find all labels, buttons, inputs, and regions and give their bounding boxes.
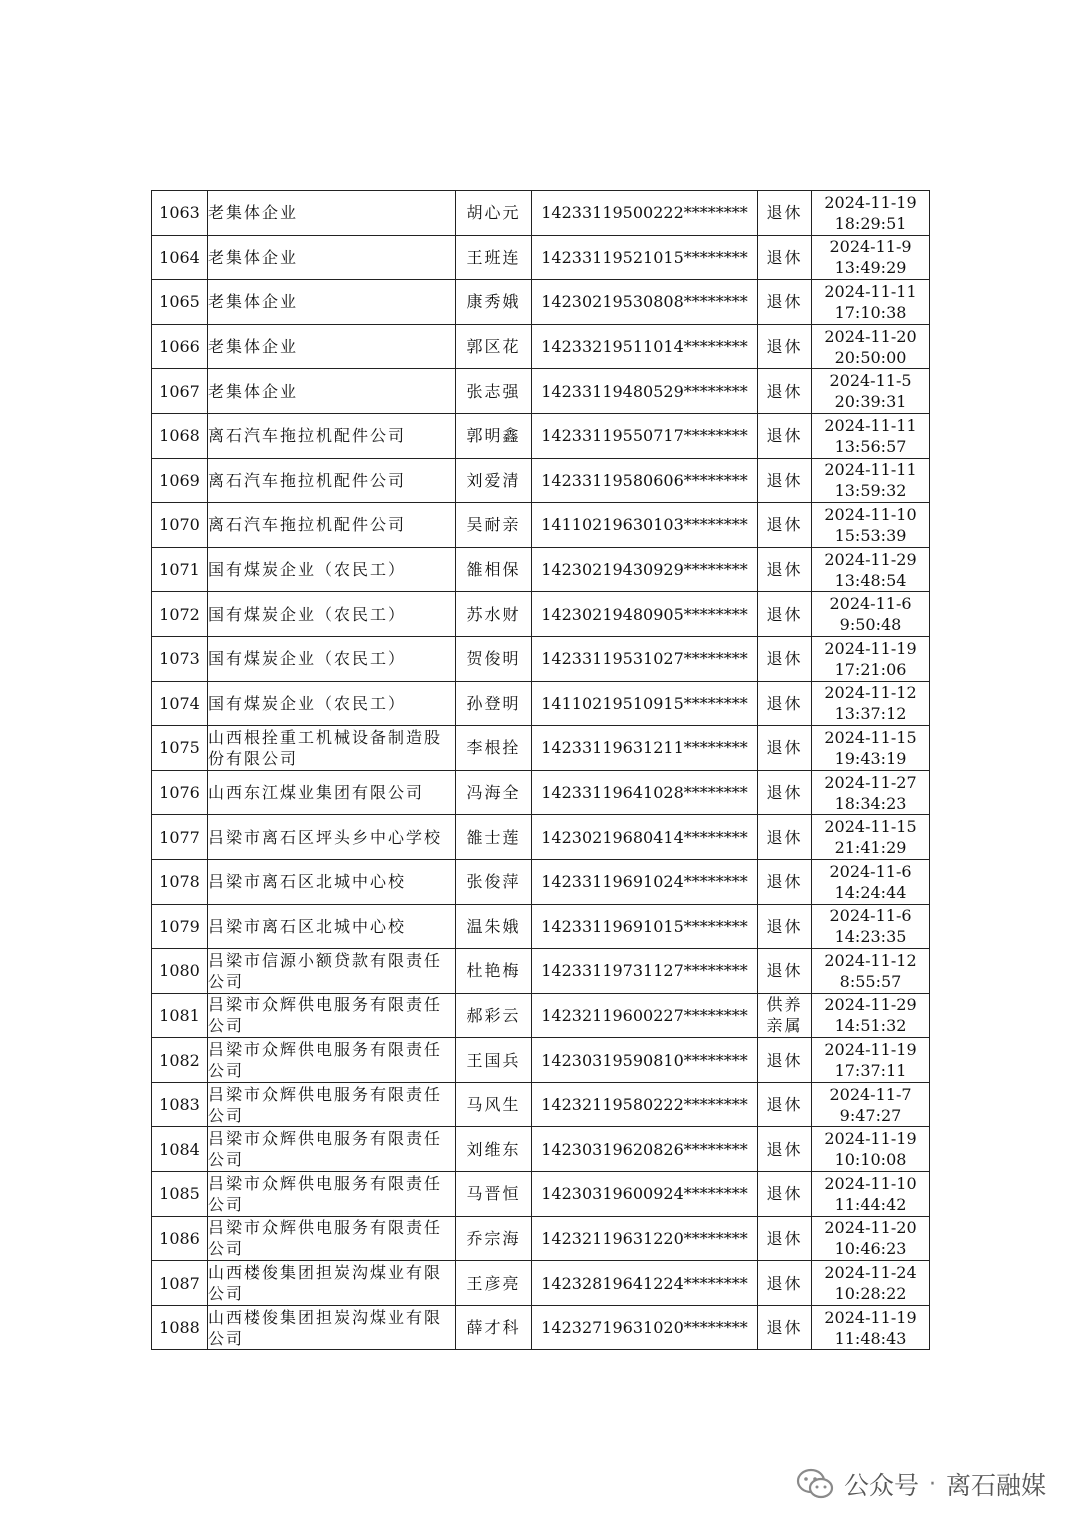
table-row [152, 592, 930, 637]
row-number: 1078 [152, 859, 208, 904]
submit-clock: 10:28:22 [834, 1284, 907, 1304]
submit-time [812, 503, 930, 548]
person-name: 王彦亮 [456, 1261, 532, 1306]
row-number: 1072 [152, 592, 208, 637]
person-name: 王国兵 [456, 1038, 532, 1083]
submit-date: 2024-11-11 [824, 460, 917, 480]
unit-name: 老集体企业 [208, 235, 456, 280]
person-name: 张志强 [456, 369, 532, 414]
id-number: 14232119600227******** [532, 993, 758, 1038]
row-number: 1075 [152, 726, 208, 771]
row-number: 1076 [152, 770, 208, 815]
person-name: 雒士莲 [456, 815, 532, 860]
submit-time [812, 681, 930, 726]
person-name: 马风生 [456, 1082, 532, 1127]
submit-date: 2024-11-12 [824, 950, 917, 970]
table-row [152, 547, 930, 592]
benefit-type: 退休 [758, 235, 812, 280]
table-row [152, 1082, 930, 1127]
submit-time [812, 993, 930, 1038]
table-row [152, 1038, 930, 1083]
unit-name: 国有煤炭企业（农民工） [208, 592, 456, 637]
benefit-type: 退休 [758, 1172, 812, 1217]
person-name: 冯海全 [456, 770, 532, 815]
row-number: 1065 [152, 280, 208, 325]
row-number: 1085 [152, 1172, 208, 1217]
row-number: 1083 [152, 1082, 208, 1127]
benefit-type: 退休 [758, 413, 812, 458]
submit-time [812, 636, 930, 681]
table-row [152, 904, 930, 949]
person-name: 杜艳梅 [456, 949, 532, 994]
watermark-account: 离石融媒 [945, 1471, 1046, 1500]
submit-date: 2024-11-10 [824, 504, 917, 524]
person-name: 郭区花 [456, 324, 532, 369]
submit-clock: 13:49:29 [834, 258, 907, 278]
submit-clock: 14:24:44 [834, 882, 907, 902]
unit-name: 国有煤炭企业（农民工） [208, 636, 456, 681]
submit-clock: 13:56:57 [834, 436, 907, 456]
id-number: 14233119521015******** [532, 235, 758, 280]
watermark-label: 公众号 [843, 1471, 919, 1500]
submit-clock: 13:59:32 [834, 481, 907, 501]
unit-name: 吕梁市众辉供电服务有限责任公司 [208, 993, 456, 1038]
id-number: 14233119531027******** [532, 636, 758, 681]
submit-date: 2024-11-7 [829, 1084, 912, 1104]
submit-date: 2024-11-19 [824, 192, 917, 212]
submit-date: 2024-11-29 [824, 549, 917, 569]
table-row [152, 280, 930, 325]
unit-name: 离石汽车拖拉机配件公司 [208, 503, 456, 548]
table-row [152, 815, 930, 860]
submit-date: 2024-11-24 [824, 1263, 917, 1283]
unit-name: 国有煤炭企业（农民工） [208, 547, 456, 592]
submit-clock: 8:55:57 [839, 971, 902, 991]
submit-date: 2024-11-29 [824, 995, 917, 1015]
row-number: 1088 [152, 1305, 208, 1350]
id-number: 14233119691015******** [532, 904, 758, 949]
person-name: 张俊萍 [456, 859, 532, 904]
watermark-separator: · [928, 1471, 936, 1497]
id-number: 14232819641224******** [532, 1261, 758, 1306]
wechat-icon [796, 1468, 834, 1500]
submit-time [812, 949, 930, 994]
unit-name: 吕梁市众辉供电服务有限责任公司 [208, 1082, 456, 1127]
id-number: 14233119580606******** [532, 458, 758, 503]
submit-clock: 17:21:06 [834, 659, 907, 679]
table-row [152, 770, 930, 815]
benefit-type: 退休 [758, 592, 812, 637]
person-name: 刘爱清 [456, 458, 532, 503]
row-number: 1082 [152, 1038, 208, 1083]
benefit-type: 退休 [758, 191, 812, 236]
id-number: 14230319590810******** [532, 1038, 758, 1083]
person-name: 苏水财 [456, 592, 532, 637]
submit-time [812, 413, 930, 458]
person-name: 刘维东 [456, 1127, 532, 1172]
unit-name: 离石汽车拖拉机配件公司 [208, 458, 456, 503]
submit-date: 2024-11-19 [824, 638, 917, 658]
submit-date: 2024-11-9 [829, 237, 912, 257]
submit-date: 2024-11-19 [824, 1307, 917, 1327]
submit-date: 2024-11-10 [824, 1173, 917, 1193]
person-name: 马晋恒 [456, 1172, 532, 1217]
submit-time [812, 592, 930, 637]
table-row [152, 191, 930, 236]
unit-name: 吕梁市众辉供电服务有限责任公司 [208, 1172, 456, 1217]
benefit-type: 退休 [758, 1127, 812, 1172]
submit-time [812, 191, 930, 236]
row-number: 1067 [152, 369, 208, 414]
benefit-type: 退休 [758, 1082, 812, 1127]
unit-name: 老集体企业 [208, 369, 456, 414]
id-number: 14233119550717******** [532, 413, 758, 458]
submit-time [812, 1038, 930, 1083]
submit-time [812, 770, 930, 815]
submit-clock: 13:48:54 [834, 570, 907, 590]
id-number: 14230219480905******** [532, 592, 758, 637]
id-number: 14230219430929******** [532, 547, 758, 592]
submit-clock: 19:43:19 [834, 748, 907, 768]
table-row [152, 503, 930, 548]
row-number: 1081 [152, 993, 208, 1038]
benefit-type: 退休 [758, 1261, 812, 1306]
submit-date: 2024-11-6 [829, 861, 912, 881]
table-row [152, 859, 930, 904]
benefit-type: 退休 [758, 1305, 812, 1350]
person-name: 胡心元 [456, 191, 532, 236]
benefit-type: 退休 [758, 904, 812, 949]
submit-clock: 15:53:39 [834, 525, 907, 545]
table-row [152, 235, 930, 280]
id-number: 14230219680414******** [532, 815, 758, 860]
submit-date: 2024-11-19 [824, 1040, 917, 1060]
unit-name: 吕梁市众辉供电服务有限责任公司 [208, 1127, 456, 1172]
row-number: 1079 [152, 904, 208, 949]
benefit-type: 退休 [758, 859, 812, 904]
row-number: 1063 [152, 191, 208, 236]
row-number: 1069 [152, 458, 208, 503]
submit-time [812, 1127, 930, 1172]
submit-date: 2024-11-11 [824, 415, 917, 435]
person-name: 郭明鑫 [456, 413, 532, 458]
submit-time [812, 1305, 930, 1350]
submit-time [812, 726, 930, 771]
row-number: 1084 [152, 1127, 208, 1172]
submit-date: 2024-11-15 [824, 817, 917, 837]
unit-name: 吕梁市信源小额贷款有限责任公司 [208, 949, 456, 994]
submit-time [812, 458, 930, 503]
id-number: 14230219530808******** [532, 280, 758, 325]
row-number: 1068 [152, 413, 208, 458]
id-number: 14110219510915******** [532, 681, 758, 726]
submit-time [812, 235, 930, 280]
id-number: 14233119480529******** [532, 369, 758, 414]
benefit-type: 退休 [758, 369, 812, 414]
unit-name: 山西楼俊集团担炭沟煤业有限公司 [208, 1261, 456, 1306]
row-number: 1073 [152, 636, 208, 681]
submit-time [812, 1216, 930, 1261]
table-row [152, 458, 930, 503]
person-name: 孙登明 [456, 681, 532, 726]
id-number: 14232719631020******** [532, 1305, 758, 1350]
unit-name: 山西楼俊集团担炭沟煤业有限公司 [208, 1305, 456, 1350]
person-name: 康秀娥 [456, 280, 532, 325]
unit-name: 离石汽车拖拉机配件公司 [208, 413, 456, 458]
table-row [152, 993, 930, 1038]
person-name: 温朱娥 [456, 904, 532, 949]
benefit-type: 退休 [758, 726, 812, 771]
benefit-type: 退休 [758, 503, 812, 548]
submit-clock: 9:50:48 [839, 615, 902, 635]
table-row [152, 1216, 930, 1261]
submit-time [812, 859, 930, 904]
submit-date: 2024-11-6 [829, 906, 912, 926]
id-number: 14233119641028******** [532, 770, 758, 815]
table-row [152, 1305, 930, 1350]
submit-date: 2024-11-20 [824, 1218, 917, 1238]
id-number: 14233119631211******** [532, 726, 758, 771]
unit-name: 老集体企业 [208, 191, 456, 236]
row-number: 1071 [152, 547, 208, 592]
table-row [152, 1261, 930, 1306]
person-name: 贺俊明 [456, 636, 532, 681]
table-row [152, 681, 930, 726]
submit-time [812, 1261, 930, 1306]
unit-name: 吕梁市众辉供电服务有限责任公司 [208, 1216, 456, 1261]
person-name: 雒相保 [456, 547, 532, 592]
row-number: 1077 [152, 815, 208, 860]
submit-date: 2024-11-20 [824, 326, 917, 346]
unit-name: 国有煤炭企业（农民工） [208, 681, 456, 726]
submit-clock: 18:34:23 [834, 793, 907, 813]
unit-name: 吕梁市离石区北城中心校 [208, 904, 456, 949]
submit-time [812, 547, 930, 592]
table-row [152, 1127, 930, 1172]
unit-name: 吕梁市离石区坪头乡中心学校 [208, 815, 456, 860]
unit-name: 吕梁市离石区北城中心校 [208, 859, 456, 904]
person-name: 李根拴 [456, 726, 532, 771]
benefit-type: 退休 [758, 280, 812, 325]
unit-name: 老集体企业 [208, 324, 456, 369]
submit-clock: 14:51:32 [834, 1016, 907, 1036]
id-number: 14233119691024******** [532, 859, 758, 904]
submit-date: 2024-11-5 [829, 371, 912, 391]
row-number: 1074 [152, 681, 208, 726]
table-row [152, 1172, 930, 1217]
submit-date: 2024-11-6 [829, 594, 912, 614]
submit-date: 2024-11-12 [824, 683, 917, 703]
submit-time [812, 1082, 930, 1127]
submit-time [812, 369, 930, 414]
submit-clock: 17:37:11 [834, 1061, 907, 1081]
benefit-type: 退休 [758, 1216, 812, 1261]
benefit-type: 供养亲属 [758, 993, 812, 1038]
submit-clock: 10:46:23 [834, 1239, 907, 1259]
submit-clock: 13:37:12 [834, 704, 907, 724]
person-name: 郝彩云 [456, 993, 532, 1038]
table-row [152, 413, 930, 458]
submit-date: 2024-11-11 [824, 281, 917, 301]
person-name: 乔宗海 [456, 1216, 532, 1261]
submit-clock: 11:44:42 [834, 1194, 907, 1214]
benefit-type: 退休 [758, 815, 812, 860]
benefit-type: 退休 [758, 681, 812, 726]
id-number: 14230319620826******** [532, 1127, 758, 1172]
unit-name: 老集体企业 [208, 280, 456, 325]
submit-clock: 20:50:00 [834, 347, 907, 367]
table-row [152, 636, 930, 681]
unit-name: 山西根拴重工机械设备制造股份有限公司 [208, 726, 456, 771]
submit-date: 2024-11-19 [824, 1129, 917, 1149]
person-name: 薛才科 [456, 1305, 532, 1350]
row-number: 1086 [152, 1216, 208, 1261]
submit-time [812, 1172, 930, 1217]
unit-name: 吕梁市众辉供电服务有限责任公司 [208, 1038, 456, 1083]
submit-clock: 9:47:27 [839, 1105, 902, 1125]
table-row [152, 949, 930, 994]
submit-clock: 20:39:31 [834, 392, 907, 412]
submit-clock: 10:10:08 [834, 1150, 907, 1170]
row-number: 1064 [152, 235, 208, 280]
benefit-type: 退休 [758, 636, 812, 681]
id-number: 14230319600924******** [532, 1172, 758, 1217]
id-number: 14232119580222******** [532, 1082, 758, 1127]
submit-clock: 11:48:43 [834, 1328, 907, 1348]
row-number: 1070 [152, 503, 208, 548]
person-name: 王班连 [456, 235, 532, 280]
submit-time [812, 324, 930, 369]
submit-date: 2024-11-15 [824, 727, 917, 747]
benefit-type: 退休 [758, 458, 812, 503]
person-name: 吴耐亲 [456, 503, 532, 548]
benefit-type: 退休 [758, 770, 812, 815]
submit-date: 2024-11-27 [824, 772, 917, 792]
table-row [152, 369, 930, 414]
benefit-type: 退休 [758, 1038, 812, 1083]
submit-time [812, 904, 930, 949]
benefit-type: 退休 [758, 547, 812, 592]
id-number: 14110219630103******** [532, 503, 758, 548]
records-table [151, 190, 930, 1350]
table-row [152, 726, 930, 771]
id-number: 14232119631220******** [532, 1216, 758, 1261]
records-table-body [152, 191, 930, 1350]
submit-time [812, 815, 930, 860]
id-number: 14233119500222******** [532, 191, 758, 236]
unit-name: 山西东江煤业集团有限公司 [208, 770, 456, 815]
submit-clock: 17:10:38 [834, 302, 907, 322]
submit-clock: 18:29:51 [834, 213, 907, 233]
id-number: 14233119731127******** [532, 949, 758, 994]
table-row [152, 324, 930, 369]
submit-clock: 21:41:29 [834, 838, 907, 858]
row-number: 1080 [152, 949, 208, 994]
row-number: 1087 [152, 1261, 208, 1306]
submit-clock: 14:23:35 [834, 927, 907, 947]
id-number: 14233219511014******** [532, 324, 758, 369]
watermark [796, 1461, 1046, 1507]
row-number: 1066 [152, 324, 208, 369]
benefit-type: 退休 [758, 324, 812, 369]
submit-time [812, 280, 930, 325]
benefit-type: 退休 [758, 949, 812, 994]
